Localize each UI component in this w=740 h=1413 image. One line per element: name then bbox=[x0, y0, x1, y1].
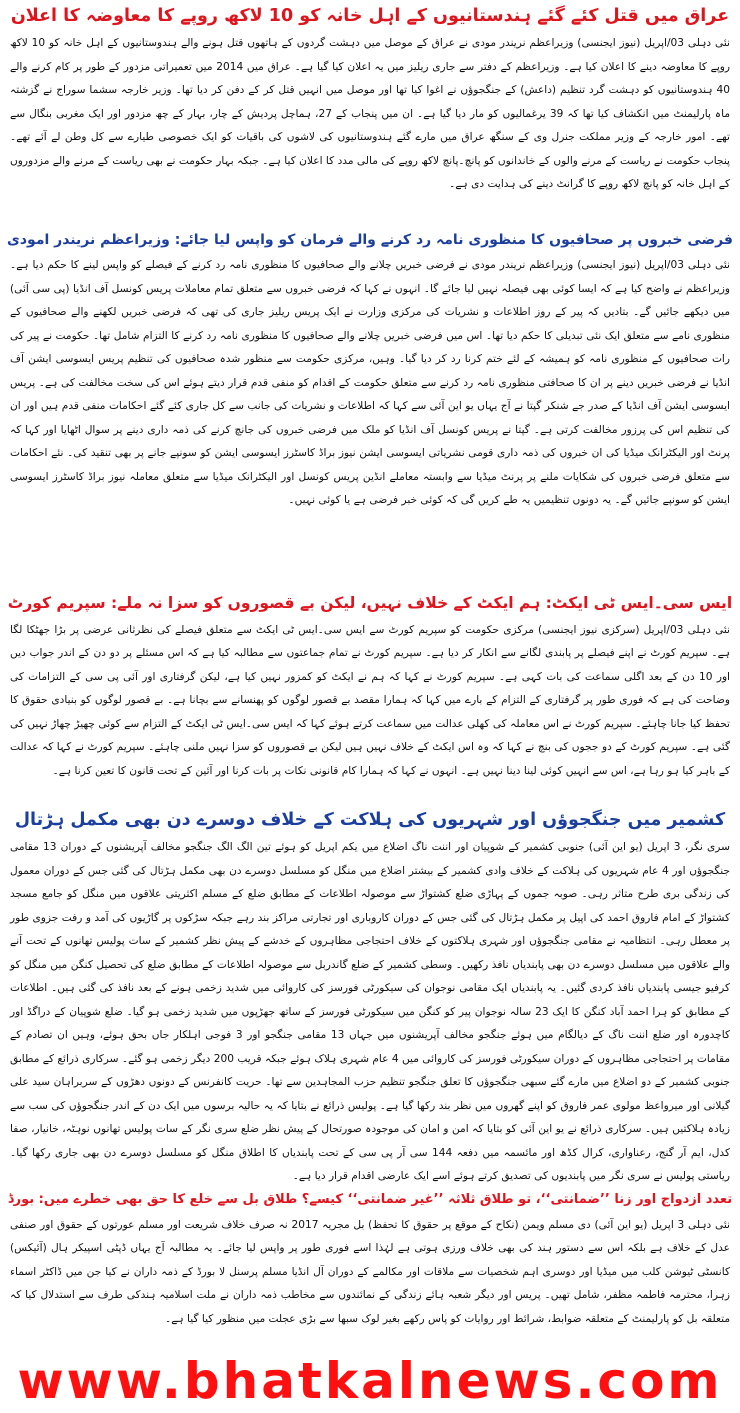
article-iraq-compensation bbox=[6, 6, 734, 200]
article-body: نئی دہلی 03/اپریل (نیوز ایجنسی) وزیراعظم نریندر مودی نے عراق کے موصل میں دہشت گردوں کے ہاتھوں قتل ہونے والے ہندوستانیوں کے اہل خانہ کو 10 لاکھ روپے کا معاوضہ دینے کا اعلان کیا ہے۔ وزیراعظم کے دفتر سے جاری ریلیز میں یہ اعلان کیا گیا ہے۔ عراق میں 2014 میں تعمیراتی مزدور کے طور پر کام کرنے والے 40 ہندوستانیوں کو دہشت گرد تنظیم (داعش) کے جنگجوؤں نے اغوا کیا تھا اور موصل میں انہیں قتل کر کے دفن کر دیا تھا۔ وزیر خارجہ سشما سوراج نے گزشتہ ماہ پارلیمنٹ میں انکشاف کیا تھا کہ 39 یرغمالیوں کو مار دیا گیا ہے۔ ان میں پنجاب کے 27، ہماچل پردیش کے چار، بہار کے چھ مزدور اور ایک مغربی بنگال سے تھے۔ امور خارجہ کے وزیر مملکت جنرل وی کے سنگھ عراق میں مارے گئے ہندوستانیوں کی لاشوں کی باقیات کو ایک خصوصی طیارے سے کل وطن لے آئے تھے۔ پنجاب حکومت نے ریاست کے مرنے والوں کے خاندانوں کو پانچ۔پانچ لاکھ روپے کی مالی مدد کا اعلان کیا ہے۔ جبکہ بہار حکومت نے بھی ریاست کے مرنے والے مزدوروں کے اہل خانہ کو پانچ لاکھ روپے کا گرانٹ دینے کی ہدایت دی ہے۔ bbox=[10, 37, 730, 191]
article-sc-st-act bbox=[6, 595, 734, 785]
headline: عراق میں قتل کئے گئے ہندستانیوں کے اہل خانہ کو 10 لاکھ روپے کا معاوضہ کا اعلان bbox=[10, 6, 730, 26]
article-body: نئی دہلی 03/اپریل (سرکزی نیوز ایجنسی) مرکزی حکومت کو سپریم کورٹ سے ایس سی۔ایس ٹی ایکٹ سے متعلق فیصلے کی نظرثانی عرضی پر بڑا جھٹکا لگا ہے۔ سپریم کورٹ نے اپنے فیصلے پر پابندی لگانے سے انکار کر دیا ہے۔ سپریم کورٹ نے تمام جماعتوں سے مطالبہ کیا ہے کہ اس مسئلے پر دو دن کے اندر جواب دیں اور 10 دن کے بعد اگلی سماعت کی بات کہی ہے۔ سپریم کورٹ نے کہا کہ ہم نے ایکٹ کو کمزور نہیں کیا ہے، لیکن گرفتاری اور آئی پی سی کے التزامات کی وضاحت کی ہے کہ فوری طور پر گرفتاری کے التزام کے بارے میں کہا کہ ہمارا مقصد بے قصور لوگوں کو پھنسانے سے بچانا ہے۔ بے قصور لوگوں کو بنیادی حقوق کا تحفظ کیا جانا چاہئے۔ سپریم کورٹ نے اس معاملہ کی کھلی عدالت میں سماعت کرتے ہوئے کہا کہ ایس سی۔ایس ٹی ایکٹ کے التزام سے کوئی چھیڑ چھاڑ نہیں کی گئی ہے۔ سپریم کورٹ کے دو ججوں کی بنچ نے کہا کہ وہ اس ایکٹ کے خلاف نہیں ہیں لیکن بے قصوروں کو سزا نہیں ملنی چاہئے۔ سپریم کورٹ نے کہا کہ عدالت کے باہر کیا ہو رہا ہے، اس سے انہیں کوئی لینا دینا نہیں ہے۔ انہوں نے کہا کہ ہمارا کام قانونی نکات پر بات کرنا اور آئین کے تحت قانون کا تعین کرنا ہے۔ bbox=[10, 623, 730, 777]
article-body: سری نگر، 3 اپریل (یو این آئی) جنوبی کشمیر کے شوپیان اور اننت ناگ اضلاع میں یکم اپریل کو ہوئے تین الگ الگ جنگجو مخالف آپریشنوں کے دوران 13 مقامی جنگجوؤں اور 4 عام شہریوں کی ہلاکت کے خلاف وادی کشمیر کے بیشتر اضلاع میں منگل کو مسلسل دوسرے دن بھی مکمل ہڑتال کی گئی جس کے دوران معمول کی زندگی بری طرح متاثر رہی۔ صوبہ جموں کے پہاڑی ضلع کشتواڑ سے موصولہ اطلاعات کے مطابق ضلع کے مسلم اکثریتی علاقوں میں منگل کو جامع مسجد کشتواڑ کے امام فاروق احمد کی اپیل پر مکمل ہڑتال کی گئی جس کے دوران کاروباری اور تجارتی مراکز بند رہے جبکہ سڑکوں پر گاڑیوں کی آمد و رفت جزوی طور پر معطل رہی۔ انتظامیہ نے مقامی جنگجوؤں اور شہری ہلاکتوں کے خلاف احتجاجی مظاہروں کے خدشے کے پیش نظر کشمیر کے سات پولیس تھانوں کے تحت آنے والے علاقوں میں مسلسل دوسرے دن بھی پابندیاں نافذ رکھیں۔ وسطی کشمیر کے ضلع گاندربل سے موصولہ اطلاعات کے مطابق ضلع کی تحصیل کنگن میں منگل کو کرفیو جیسی پابندیاں نافذ کردی گئیں۔ یہ پابندیاں ایک مقامی نوجوان کی سیکورٹی فورسز کی کاروائی میں شدید زخمی ہونے کے بعد نافذ کی گئی ہیں۔ اطلاعات کے مطابق کو ہرا احمد آباد کنگن کا ایک 23 سالہ نوجوان پیر کو کنگن میں سیکورٹی فورسز کے ساتھ جھڑپوں میں شدید زخمی ہو گیا۔ ضلع شوپیان کے دراگڈ اور کاچدورہ اور ضلع اننت ناگ کے دیالگام میں ہوئے جنگجو مخالف آپریشنوں میں جہاں 13 مقامی جنگجو اور 3 فوجی اہلکار جاں بحق ہوئے، وہیں ان تصادم کے مقامات پر احتجاجی مظاہروں کے دوران سیکورٹی فورسز کی کاروائی میں 4 عام شہری ہلاک ہوئے جبکہ قریب 200 دیگر زخمی ہو گئے۔ سرکاری ذرائع کے مطابق جنوبی کشمیر کے دو اضلاع میں مارے گئے سبھی جنگجوؤں کا تعلق جنگجو تنظیم حزب المجاہدین سے تھا۔ حریت کانفرنس کے دونوں دھڑوں کے سربراہان سید علی گیلانی اور میرواعظ مولوی عمر فاروق کو اپنے گھروں میں نظر بند رکھا گیا ہے۔ پولیس ذرائع نے بتایا کہ یہ حالیہ برسوں میں ایک دن کے اندر جنگجوؤں کی سب سے زیادہ ہلاکتیں ہیں۔ سرکاری ذرائع نے یو این آئی کو بتایا کہ امن و امان کی موجودہ صورتحال کے پیش نظر ضلع سری نگر کے سات پولیس تھانوں نوہٹہ، خانیار، صفا کدل، ایم آر گنج، رعناواری، کرال کڈھ اور مائسمہ میں دفعہ 144 سی آر پی سی کے تحت پابندیاں کا اطلاق منگل کو مسلسل دوسرے دن بھی جاری رکھا گیا۔ ریاستی پولیس نے سری نگر میں پابندیوں کی تصدیق کرتے ہوئے اسے ایک عارضی اقدام قرار دیا ہے۔ bbox=[10, 841, 731, 1183]
article-triple-talaq-bill bbox=[6, 1193, 734, 1332]
article-body: نئی دہلی 3 اپریل (یو این آئی) دی مسلم ویمن (نکاح کے موقع پر حقوق کا تحفظ) بل مجریہ 2017 نہ صرف خلاف شریعت اور مسلم عورتوں کے حقوق اور صنفی عدل کے خلاف ہے بلکہ اس سے دستور ہند کی بھی خلاف ورزی ہوتی ہے لہٰذا اسے فوری طور پر واپس لیا جائے۔ یہ مطالبہ آج یہاں ڈپٹی اسپیکر ہال (آئیکس) کانسٹی ٹیوشن کلب میں میڈیا اور دوسری اہم شخصیات سے ملاقات اور مکالمے کے دوران آل انڈیا مسلم پرسنل لا بورڈ کے ذمہ داران نے کیا جن میں ڈاکٹر اسماء زہرا، محترمہ فاطمہ مظفر، شامل تھیں۔ پریس اور دیگر شعبہ ہائے زندگی کے نمائندوں سے مخاطب ذمہ داران نے ملت اسلامیہ ہندکی طرف سے استدلال کیا کہ متعلقہ بل کو پارلیمنٹ کے متعلقہ ضوابط، شرائط اور روایات کو پاس رکھے بغیر لوک سبھا سے بڑی عجلت میں منظور کیا گیا ہے۔ bbox=[10, 1218, 730, 1325]
headline: فرضی خبروں پر صحافیوں کا منظوری نامہ رد کرنے والے فرمان کو واپس لیا جائے: وزیراعظم نریندر امودی bbox=[7, 232, 733, 248]
website-banner: www.bhatkalnews.com bbox=[17, 1352, 723, 1410]
article-kashmir-strike bbox=[6, 810, 734, 1183]
article-body: نئی دہلی 03/اپریل (نیوز ایجنسی) وزیراعظم نریندر مودی نے فرضی خبریں چلانے والے صحافیوں کا منظوری نامہ رد کرنے کے فیصلے کو واپس لینے کا حکم دیا ہے۔ وزیراعظم نے واضح کیا ہے کہ ایسا کوئی بھی فیصلہ نہیں لیا جائے گا۔ انہوں نے کہا کہ فرضی خبروں سے متعلق تمام معاملات پریس کونسل آف انڈیا (پی سی آئی) میں دیکھے جائیں گے۔ بتادیں کہ پیر کے روز اطلاعات و نشریات کی مرکزی وزارت نے ایک پریس ریلیز جاری کی تھی کہ فرضی خبریں لکھنے والے صحافیوں کے منظوری نامے سے متعلق ایک نئی تبدیلی کا حکم دیا تھا۔ اس میں فرضی خبریں چلانے والے صحافیوں کا منظوری نامہ رد کرنے کا التزام شامل تھا۔ حکومت نے پیر کی رات صحافیوں کے منظوری نامہ کو ہمیشہ کے لئے ختم کرنا رد کر دیا گیا۔ وہیں، مرکزی حکومت سے منظور شدہ صحافیوں کی تنظیم پریس ایسوسی ایشن آف انڈیا نے فرضی خبریں دینے پر ان کا صحافتی منظوری نامہ رد کرنے سے متعلق حکومت کے اقدام کو منفی قدم قرار دیتے ہوئے اس کی سخت مخالفت کی ہے۔ پریس ایسوسی ایشن آف انڈیا کے صدر جے شنکر گپتا نے آج یہاں یو این آئی سے کہا کہ اطلاعات و نشریات کی جانب سے کل جاری کئے گئے احکامات منفی قدم ہیں اور ان کی تنظیم اس کی پرزور مخالفت کرتی ہے۔ گپتا نے پریس کونسل آف انڈیا کو ملک میں فرضی خبروں کی جانچ کرنے کی ذمہ داری دینے پر سوال اٹھایا اور کہا کہ پرنٹ اور الیکٹرانک میڈیا کی ان خبروں کی ذمہ داری قومی نشریاتی ایسوسی ایشن نیوز براڈ کاسٹرز ایسوسی ایشن کو سونپے جانے پر بھی تنقید کی۔ نئے احکامات سے متعلق فرضی خبروں کی شکایات ملنے پر پرنٹ میڈیا سے وابستہ معاملے انڈین پریس کونسل اور الیکٹرانک میڈیا سے متعلق معاملہ نیوز براڈ کاسٹرز ایسوسی ایشن کو سونپے جائیں گے۔ یہ دونوں تنظیمیں یہ طے کریں گی کہ کوئی خبر فرضی ہے یا کوئی نہیں۔ bbox=[10, 259, 731, 507]
headline: تعدد ازدواج اور زنا ’’ضمانتی‘‘، تو طلاق ثلاثہ ’’غیر ضمانتی‘‘ کیسے؟ طلاق بل سے خلع کا حق بھی خطرے میں: بورڈ bbox=[7, 1192, 733, 1207]
headline: کشمیر میں جنگجوؤں اور شہریوں کی ہلاکت کے خلاف دوسرے دن بھی مکمل ہڑتال bbox=[14, 810, 726, 830]
article-fake-news-accreditation bbox=[6, 232, 734, 530]
headline: ایس سی۔ایس ٹی ایکٹ: ہم ایکٹ کے خلاف نہیں، لیکن بے قصوروں کو سزا نہ ملے: سپریم کورٹ bbox=[7, 594, 733, 612]
